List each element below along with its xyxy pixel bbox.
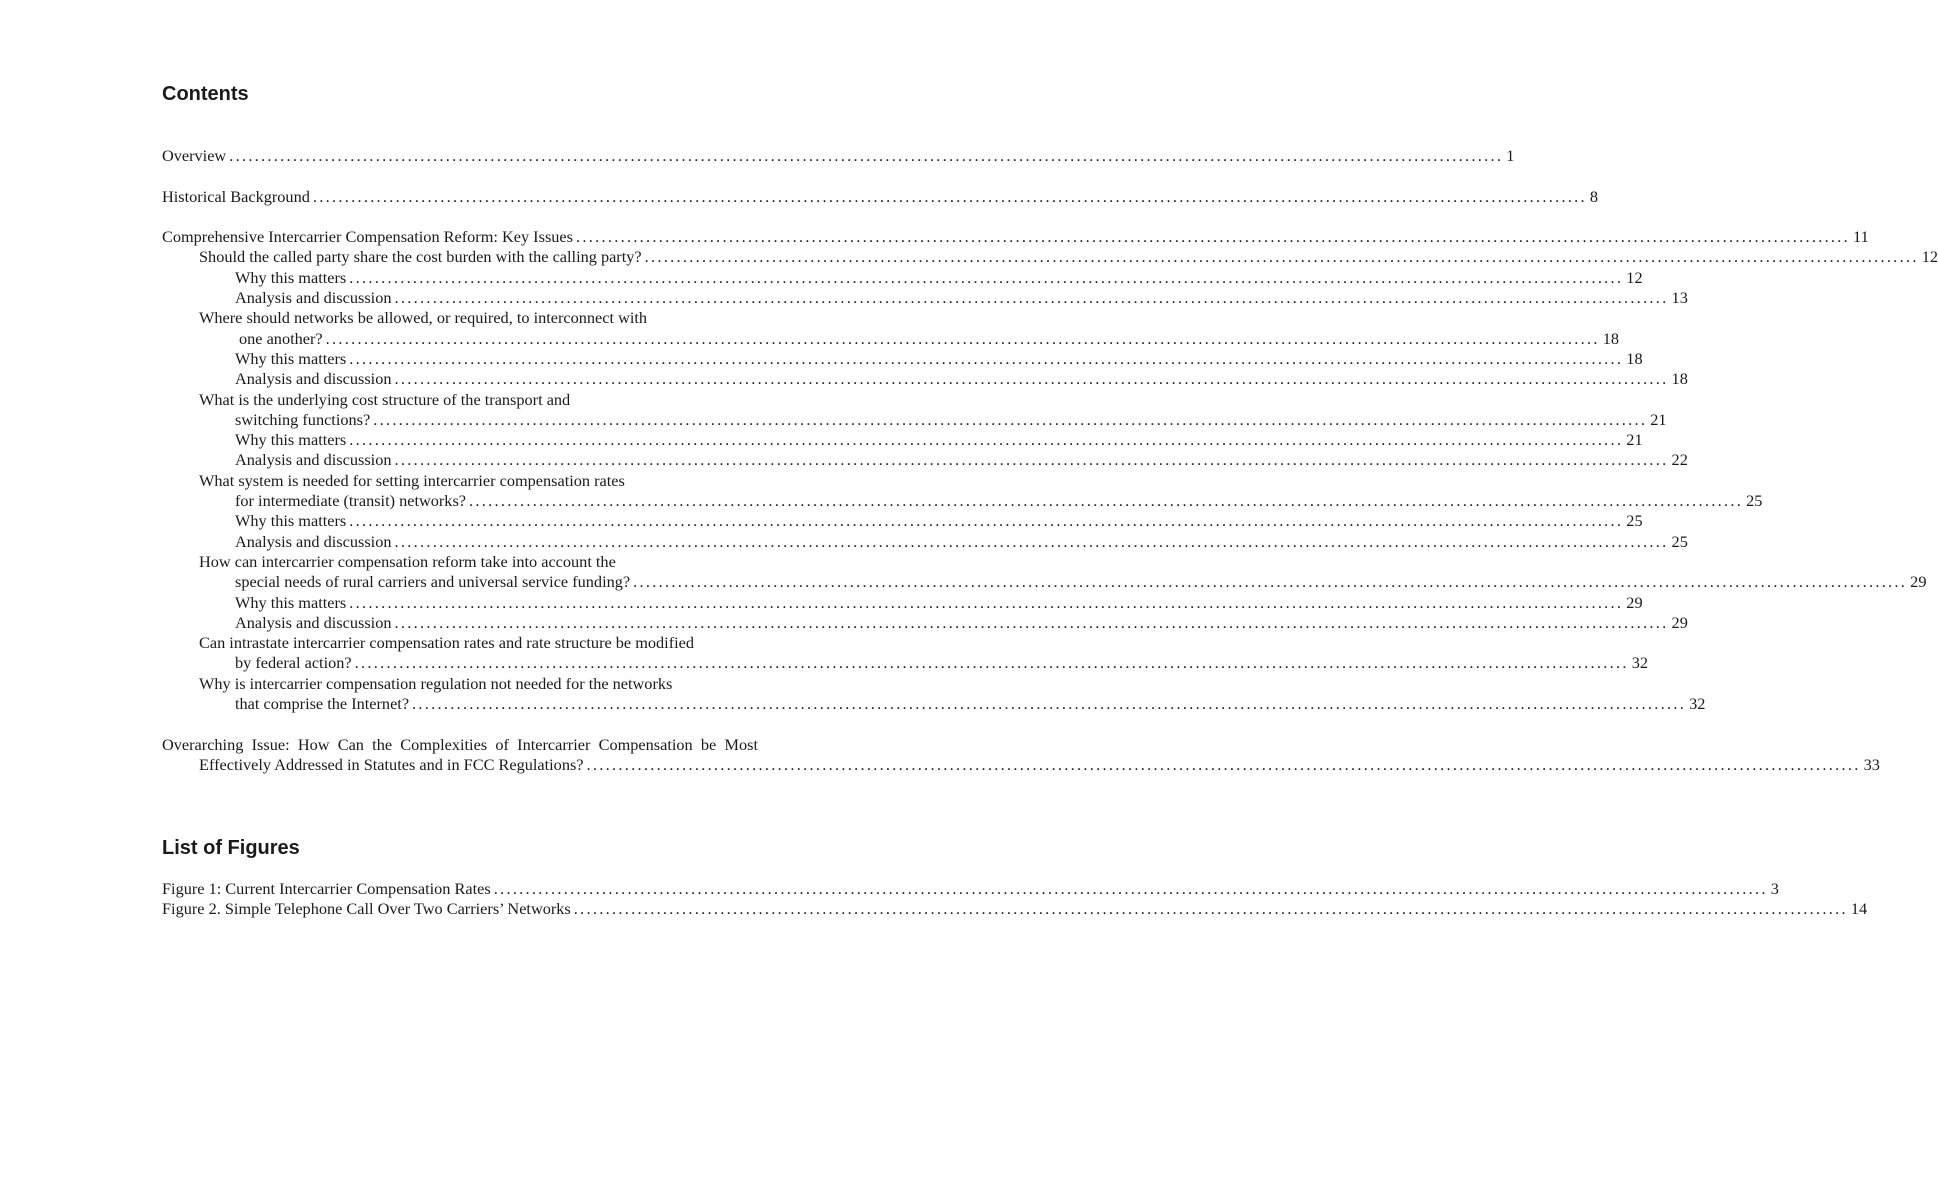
toc-entry-page: 25: [1671, 531, 1688, 551]
toc-entry-historical-background[interactable]: [162, 186, 1599, 207]
toc-entry-title: Overview: [162, 146, 227, 165]
toc-entry-page: 18: [1602, 328, 1619, 348]
toc-entry-analysis[interactable]: [162, 531, 1688, 552]
leader-dots: ........................................................................................................................................................................................................: [325, 328, 1600, 348]
toc-entry-intrastate-line1[interactable]: Can intrastate intercarrier compensation rates and rate structure be modified: [199, 633, 695, 653]
toc-entry-page: 25: [1626, 511, 1643, 531]
toc-entry-page: 12: [1921, 247, 1938, 267]
toc-entry-intrastate[interactable]: [162, 653, 1648, 673]
toc-entry-why-this-matters[interactable]: [162, 267, 1643, 288]
toc-entry-title: Why this matters: [235, 267, 347, 287]
toc-entry-why-this-matters[interactable]: [162, 348, 1643, 369]
toc-entry-page: 33: [1863, 754, 1880, 774]
toc-entry-title: Analysis and discussion: [235, 612, 392, 632]
leader-dots: ........................................................................................................................................................................................................: [469, 491, 1744, 511]
toc-entry-rural-carriers-line1[interactable]: How can intercarrier compensation reform take into account the: [199, 551, 616, 571]
toc-entry-overarching[interactable]: [162, 754, 1880, 775]
toc-entry-title: by federal action?: [235, 653, 352, 673]
list-of-figures: [162, 879, 1868, 920]
toc-entry-page: 1: [1506, 146, 1515, 165]
toc-entry-page: 32: [1689, 694, 1706, 714]
toc-entry-page: 18: [1671, 369, 1688, 389]
figure-entry-2[interactable]: [162, 899, 1868, 919]
leader-dots: ........................................................................................................................................................................................................: [573, 899, 1848, 919]
toc-entry-transit[interactable]: [162, 491, 1763, 511]
leader-dots: ........................................................................................................................................................................................................: [493, 879, 1768, 898]
toc-entry-title: switching functions?: [235, 409, 371, 429]
leader-dots: ........................................................................................................................................................................................................: [394, 450, 1669, 470]
leader-dots: ........................................................................................................................................................................................................: [354, 653, 1629, 673]
toc-entry-called-party[interactable]: [162, 247, 1938, 267]
toc-entry-analysis[interactable]: [162, 612, 1688, 633]
toc-entry-page: 8: [1589, 186, 1599, 206]
toc-entry-page: 32: [1631, 653, 1648, 673]
leader-dots: ........................................................................................................................................................................................................: [349, 267, 1624, 287]
toc-entry-title: for intermediate (transit) networks?: [235, 491, 467, 511]
leader-dots: ........................................................................................................................................................................................................: [349, 430, 1624, 450]
toc-entry-title: that comprise the Internet?: [235, 694, 410, 714]
toc-entry-rural-carriers[interactable]: [162, 572, 1927, 592]
toc-entry-title: Why this matters: [235, 348, 347, 368]
leader-dots: ........................................................................................................................................................................................................: [394, 612, 1669, 632]
toc-entry-page: 21: [1650, 409, 1667, 429]
leader-dots: ........................................................................................................................................................................................................: [349, 511, 1624, 531]
leader-dots: ........................................................................................................................................................................................................: [229, 146, 1504, 165]
leader-dots: ........................................................................................................................................................................................................: [633, 572, 1908, 592]
leader-dots: ........................................................................................................................................................................................................: [586, 754, 1861, 774]
toc-entry-title: Analysis and discussion: [235, 450, 392, 470]
toc-entry-page: 29: [1626, 592, 1643, 612]
toc-entry-transit-line1[interactable]: What system is needed for setting intercarrier compensation rates: [199, 470, 625, 490]
toc-entry-title: one another?: [239, 328, 323, 348]
toc-entry-title: special needs of rural carriers and universal service funding?: [235, 572, 631, 592]
toc-entry-overview[interactable]: [162, 146, 1515, 166]
toc-entry-title: Why this matters: [235, 592, 347, 612]
toc-entry-page: 21: [1626, 430, 1643, 450]
toc-entry-analysis[interactable]: [162, 450, 1688, 470]
toc-entry-title: Analysis and discussion: [235, 288, 392, 308]
figure-entry-page: 3: [1770, 879, 1779, 898]
toc-entry-page: 13: [1671, 288, 1688, 308]
toc-entry-internet-line1[interactable]: Why is intercarrier compensation regulation not needed for the networks: [199, 673, 673, 693]
toc-entry-title: Comprehensive Intercarrier Compensation Reform: Key Issues: [162, 227, 573, 247]
toc-entry-why-this-matters[interactable]: [162, 430, 1643, 450]
toc-entry-page: 18: [1626, 348, 1643, 368]
leader-dots: ........................................................................................................................................................................................................: [312, 186, 1587, 206]
toc-entry-title: Historical Background: [162, 186, 310, 206]
table-of-contents: [162, 146, 1938, 775]
toc-entry-page: 11: [1853, 227, 1869, 247]
figure-entry-title: Figure 2. Simple Telephone Call Over Two Carriers’ Networks: [162, 899, 571, 919]
leader-dots: ........................................................................................................................................................................................................: [373, 409, 1648, 429]
toc-entry-title: Effectively Addressed in Statutes and in FCC Regulations?: [199, 754, 584, 774]
toc-entry-page: 29: [1910, 572, 1927, 592]
toc-entry-title: Why this matters: [235, 511, 347, 531]
toc-entry-analysis[interactable]: [162, 369, 1688, 389]
toc-entry-page: 25: [1746, 491, 1763, 511]
list-of-figures-heading: List of Figures: [162, 837, 300, 859]
contents-heading: Contents: [162, 83, 249, 105]
toc-entry-interconnect[interactable]: [162, 328, 1619, 349]
toc-entry-overarching-line1[interactable]: Overarching Issue: How Can the Complexities of Intercarrier Compensation be Most: [162, 734, 758, 754]
toc-entry-title: Why this matters: [235, 430, 347, 450]
figure-entry-page: 14: [1850, 899, 1868, 919]
toc-entry-cost-structure[interactable]: [162, 409, 1667, 430]
leader-dots: ........................................................................................................................................................................................................: [575, 227, 1851, 247]
figure-entry-title: Figure 1: Current Intercarrier Compensation Rates: [162, 879, 491, 898]
leader-dots: ........................................................................................................................................................................................................: [394, 369, 1669, 389]
toc-entry-title: Should the called party share the cost burden with the calling party?: [199, 247, 642, 267]
toc-entry-cost-structure-line1[interactable]: What is the underlying cost structure of the transport and: [199, 389, 571, 409]
leader-dots: ........................................................................................................................................................................................................: [394, 288, 1669, 308]
leader-dots: ........................................................................................................................................................................................................: [394, 531, 1669, 551]
toc-entry-why-this-matters[interactable]: [162, 511, 1643, 531]
leader-dots: ........................................................................................................................................................................................................: [644, 247, 1919, 267]
toc-entry-why-this-matters[interactable]: [162, 592, 1643, 613]
toc-entry-page: 29: [1671, 612, 1688, 632]
leader-dots: ........................................................................................................................................................................................................: [412, 694, 1687, 714]
leader-dots: ........................................................................................................................................................................................................: [349, 348, 1624, 368]
toc-entry-title: Analysis and discussion: [235, 369, 392, 389]
toc-entry-title: Analysis and discussion: [235, 531, 392, 551]
toc-entry-internet[interactable]: [162, 694, 1706, 714]
toc-entry-page: 22: [1671, 450, 1688, 470]
toc-entry-analysis[interactable]: [162, 288, 1688, 308]
toc-entry-interconnect-line1[interactable]: Where should networks be allowed, or required, to interconnect with: [199, 308, 648, 328]
toc-entry-page: 12: [1626, 267, 1643, 287]
leader-dots: ........................................................................................................................................................................................................: [349, 592, 1624, 612]
toc-entry-key-issues[interactable]: [162, 227, 1869, 247]
figure-entry-1[interactable]: [162, 879, 1779, 899]
